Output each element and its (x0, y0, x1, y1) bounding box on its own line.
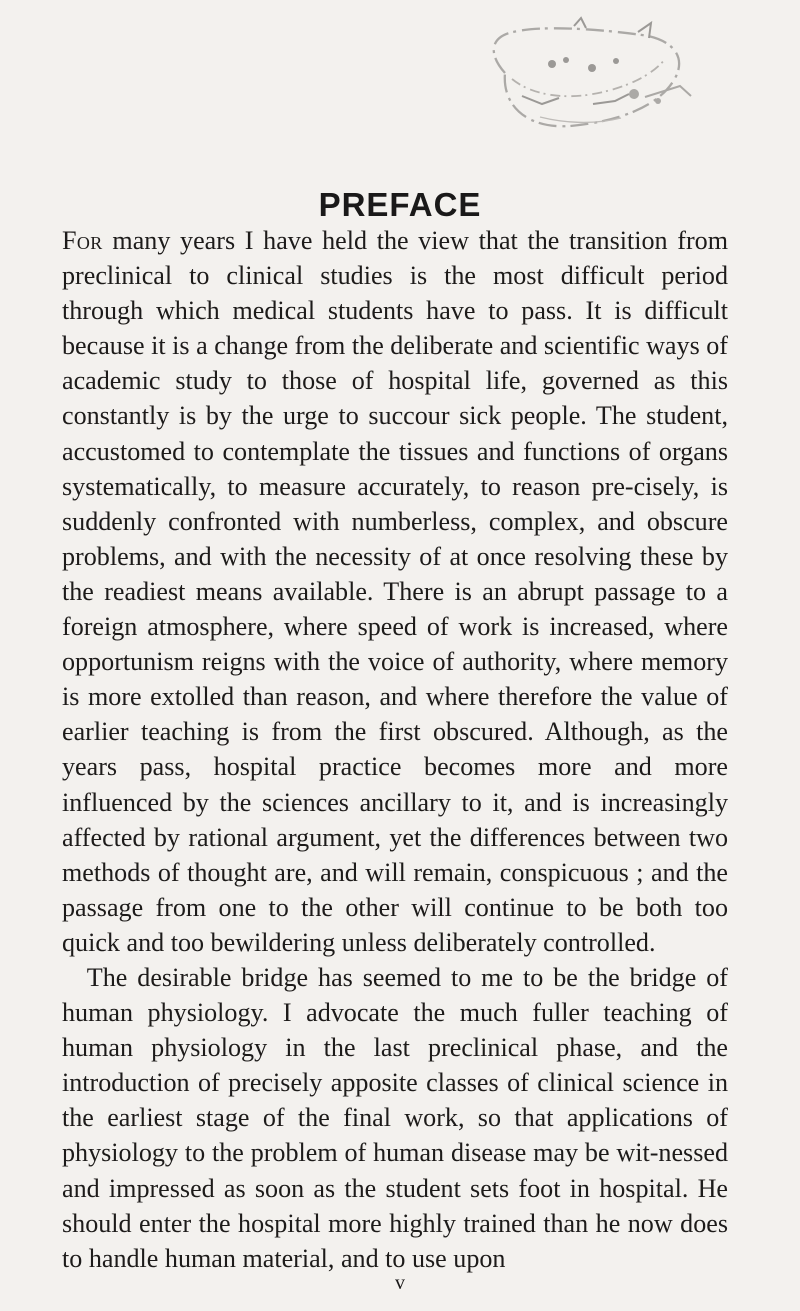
paragraph-2: The desirable bridge has seemed to me to be the bridge of human physiology. I advocate the much fuller teaching of human physiology in the last preclinical phase, and the introduction of precisely apposite classes of clinical science in the earliest stage of the final work, so that applications of physiology to the problem of human disease may be wit-nessed and impressed as soon as the student sets foot in hospital. He should enter the hospital more highly trained than he now does to handle human material, and to use upon (62, 962, 728, 1273)
opening-word: For (62, 226, 103, 255)
paragraph-1-text: many years I have held the view that the transition from preclinical to clinical studies is the most difficult period through which medical students have to pass. It is difficult because it is a change from the deliberate and scientific ways of academic study to those of hospital life, governed as this constantly is by the urge to succour sick people. The student, accustomed to contemplate the tissues and functions of organs systematically, to measure accurately, to reason pre-cisely, is suddenly confronted with numberless, complex, and obscure problems, and with the necessity of at once resolving these by the readiest means available. There is an abrupt passage to a foreign atmosphere, where speed of work is increased, where opportunism reigns with the voice of authority, where memory is more extolled than reason, and where therefore the value of earlier teaching is from the first obscured. Although, as the years pass, hospital practice becomes more and more influenced by the sciences ancillary to it, and is increasingly affected by rational argument, yet the differences between two methods of thought are, and will remain, conspicuous ; and the passage from one to the other will continue to be both too quick and too bewildering unless deliberately controlled. (62, 226, 728, 957)
paragraph-1 (62, 223, 728, 960)
preface-body (62, 223, 728, 1276)
page-number: v (395, 1272, 405, 1294)
library-stamp-icon (410, 10, 710, 160)
page-title: PREFACE (318, 186, 482, 224)
